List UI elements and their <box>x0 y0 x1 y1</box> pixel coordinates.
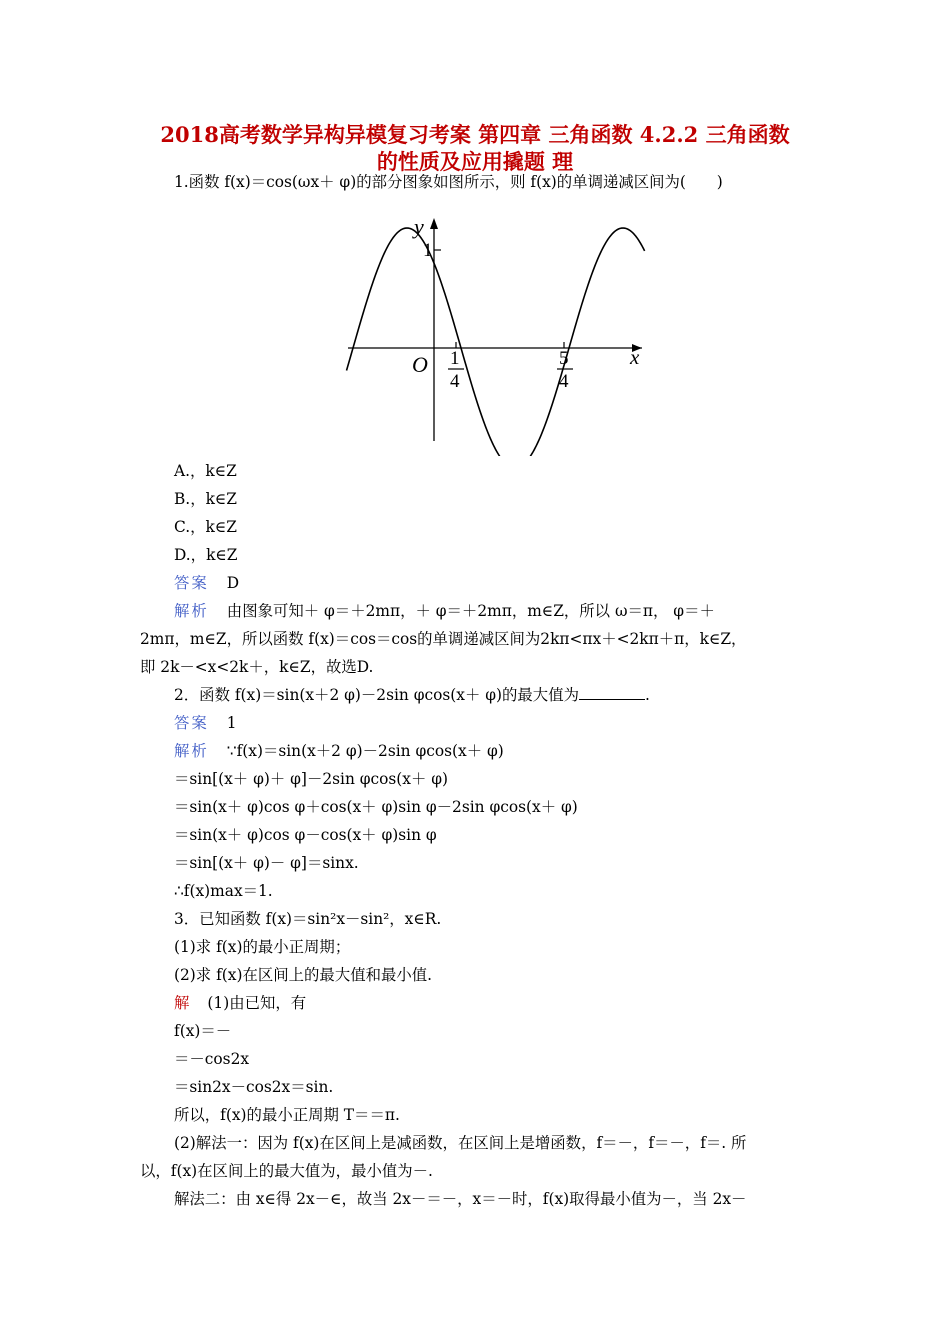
q1-stem: 1.函数 f(x)＝cos(ωx＋ φ)的部分图象如图所示，则 f(x)的单调递减区间为( ) <box>174 173 723 191</box>
q3-part-2: (2)求 f(x)在区间上的最大值和最小值. <box>174 966 433 984</box>
q1-answer-label: 答案 <box>174 574 209 592</box>
y-axis-label: y <box>414 214 424 239</box>
x-tick-label-five-quarters <box>557 348 573 392</box>
cosine-graph-figure <box>330 203 656 456</box>
q3-solution-first: (1)由已知，有 <box>207 994 307 1012</box>
q2-stem-text: 2．函数 f(x)＝sin(x＋2 φ)－2sin φcos(x＋ φ)的最大值为 <box>174 686 579 704</box>
q1-option-d: D.，k∈Z <box>174 546 238 564</box>
document-title <box>120 121 830 175</box>
q2-answer-line <box>174 713 237 733</box>
y-axis-arrow <box>430 218 438 229</box>
q3-step-2: ＝－cos2x <box>174 1050 250 1068</box>
q1-option-a: A.，k∈Z <box>174 462 237 480</box>
tick-2-numerator: 5 <box>559 348 569 369</box>
q2-conclusion: ∴f(x)max＝1. <box>174 882 273 900</box>
q1-analysis-label: 解析 <box>174 602 209 620</box>
q2-stem-end: . <box>644 686 650 704</box>
q3-stem: 3．已知函数 f(x)＝sin²x－sin²，x∈R. <box>174 910 442 928</box>
q3-method-2-line: 解法二：由 x∈得 2x－∈，故当 2x－＝－，x＝－时，f(x)取得最小值为－，当 2x－ <box>174 1190 747 1208</box>
q2-stem <box>174 685 650 705</box>
y-tick-label: 1 <box>423 240 433 261</box>
q3-method-1-line-2: 以，f(x)在区间上的最大值为，最小值为－. <box>140 1162 433 1180</box>
q2-step-5: ＝sin[(x＋ φ)－ φ]＝sinx. <box>174 854 359 872</box>
q2-analysis-line-1 <box>174 741 504 761</box>
q3-solution-label: 解 <box>174 994 190 1012</box>
q3-step-3: ＝sin2x－cos2x＝sin. <box>174 1078 334 1096</box>
q1-answer-line <box>174 573 239 593</box>
q1-analysis-line-1 <box>174 601 715 621</box>
tick-1-numerator: 1 <box>450 348 460 369</box>
q1-option-c: C.，k∈Z <box>174 518 237 536</box>
tick-1-denominator: 4 <box>450 371 460 392</box>
cosine-curve <box>347 228 645 456</box>
q2-step-2: ＝sin[(x＋ φ)＋ φ]－2sin φcos(x＋ φ) <box>174 770 449 788</box>
q3-step-4: 所以，f(x)的最小正周期 T＝＝π. <box>174 1106 400 1124</box>
q2-step-3: ＝sin(x＋ φ)cos φ＋cos(x＋ φ)sin φ－2sin φcos(x＋ φ) <box>174 798 578 816</box>
q3-part-1: (1)求 f(x)的最小正周期； <box>174 938 351 956</box>
q1-analysis-line-3: 即 2k－<x<2k＋，k∈Z，故选D. <box>140 658 374 676</box>
q1-option-b: B.，k∈Z <box>174 490 238 508</box>
q2-step-4: ＝sin(x＋ φ)cos φ－cos(x＋ φ)sin φ <box>174 826 437 844</box>
title-line-1: 2018高考数学异构异模复习考案 第四章 三角函数 4.2.2 三角函数 <box>160 122 790 147</box>
q2-step-1: ∵f(x)＝sin(x＋2 φ)－2sin φcos(x＋ φ) <box>226 742 504 760</box>
tick-2-denominator: 4 <box>559 371 569 392</box>
q1-analysis-line-2: 2mπ，m∈Z，所以函数 f(x)＝cos＝cos的单调递减区间为2kπ<πx＋<2kπ＋π，k∈Z， <box>140 630 747 648</box>
q3-solution-line <box>174 993 306 1013</box>
q3-step-1: f(x)＝－ <box>174 1022 232 1040</box>
q2-answer-value: 1 <box>226 714 237 732</box>
q2-analysis-label: 解析 <box>174 742 209 760</box>
x-axis-label: x <box>630 345 640 369</box>
q1-analysis-text-1: 由图象可知＋ φ＝＋2mπ，＋ φ＝＋2mπ，m∈Z，所以 ω＝π， φ＝＋ <box>226 602 715 620</box>
q3-method-1-line-1: (2)解法一：因为 f(x)在区间上是减函数，在区间上是增函数，f＝－，f＝－，f＝. 所 <box>174 1134 747 1152</box>
title-line-2: 的性质及应用撬题 理 <box>376 149 574 174</box>
q2-answer-label: 答案 <box>174 714 209 732</box>
answer-blank <box>579 685 645 700</box>
x-tick-label-quarter <box>448 348 464 392</box>
q1-answer-value: D <box>226 574 240 592</box>
origin-label: O <box>412 352 428 377</box>
